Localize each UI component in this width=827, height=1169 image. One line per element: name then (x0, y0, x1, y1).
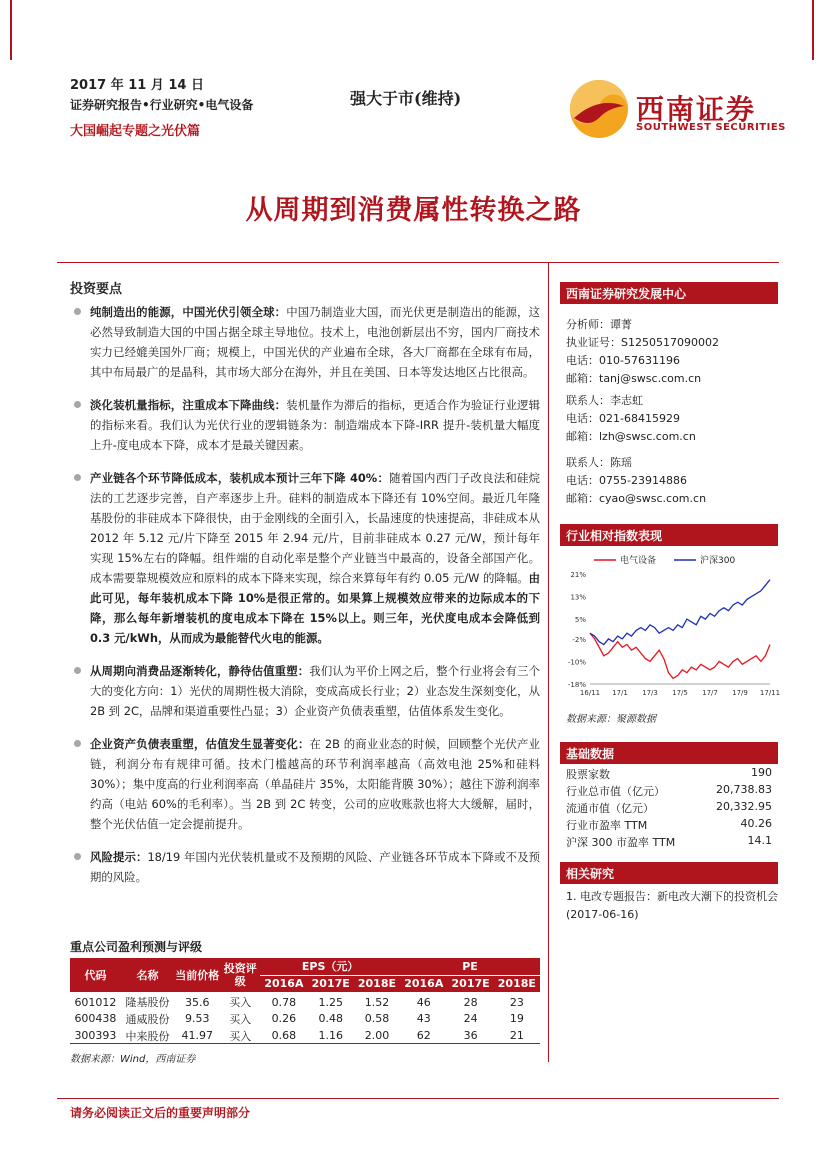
col-code: 代码 (70, 958, 121, 992)
col-year: 2016A (260, 975, 307, 992)
list-item: 纯制造出的能源，中国光伏引领全球：中国乃制造业大国，而光伏更是制造出的能源，这必然导致制造大国的中国占据全球主导地位。技术上，电池创新层出不穷，国内厂商技术实力已经媲美国外厂商；规模上，中国光伏的产业遍布全球，各大厂商都在全球有布局，其中布局最广的是晶科，其市场大部分在海外，并且在美国、日本等发达地区占比很高。 (66, 302, 540, 382)
right-accent-line (812, 0, 814, 60)
logo-english-text: SOUTHWEST SECURITIES (636, 122, 786, 133)
col-year: 2017E (308, 975, 354, 992)
left-accent-line (10, 0, 12, 60)
list-item: 淡化装机量指标，注重成本下降曲线：装机量作为滞后的指标，更适合作为验证行业逻辑的指标来看。我们认为光伏行业的逻辑链条为：制造端成本下降-IRR 提升-装机量大幅度上升-度电成本下降，成本才是最关键因素。 (66, 395, 540, 455)
contact-block-1 (566, 392, 696, 446)
x-tick-label: 17/11 (759, 689, 781, 697)
table-row: 601012 隆基股份 35.6 买入 0.78 1.25 1.52 46 28 23 (74, 995, 524, 1009)
report-series: 大国崛起专题之光伏篇 (70, 124, 201, 139)
bullet-icon (74, 308, 81, 315)
report-date: 2017 年 11 月 14 日 (70, 78, 204, 93)
basic-row: 行业总市值（亿元） 20,738.83 (566, 783, 772, 798)
investment-points (66, 302, 540, 900)
x-tick-label: 16/11 (579, 689, 601, 697)
company-forecast-table (70, 958, 540, 1044)
basic-data-title: 基础数据 (560, 742, 778, 764)
x-tick-label: 17/1 (612, 689, 628, 697)
y-tick-label: -18% (567, 681, 586, 689)
y-tick-label: -10% (567, 658, 586, 667)
col-year: 2018E (354, 975, 400, 992)
company-table-title: 重点公司盈利预测与评级 (70, 940, 203, 954)
x-tick-label: 17/7 (702, 689, 718, 697)
series-line (590, 633, 770, 678)
contact-name: 联系人：陈瑶 (566, 456, 632, 469)
list-item: 产业链各个环节降低成本，装机成本预计三年下降 40%：随着国内西门子改良法和硅烷法的工艺逐步完善，自产率逐步上升。硅料的制造成本下降还有 10%空间。最近几年隆基股份的非硅成本下降很快，由于金刚线的全面引入，长晶速度的快速提高，非硅成本从 2012 年 5.12 元/片下降至 2015 年 2.94 元/片，目前非硅成本 0.27 元/W，预计每年实现 15%左右的降幅。组件端的自动化率是整个产业链当中最高的，设备全部国产化。成本需要靠规模效应和原料的成本下降来实现，综合来算每年有约 0.05 元/W 的降幅。由此可见，每年装机成本下降 10%是很正常的。如果算上规模效应带来的边际成本的下降，那么每年新增装机的度电成本下降在 15%以上。则三年，光伏度电成本会降低到 0.3 元/kWh，从而成为最能替代火电的能源。 (66, 468, 540, 648)
bullet-icon (74, 401, 81, 408)
basic-row: 股票家数 190 (566, 766, 772, 781)
contact-email[interactable]: 邮箱：lzh@swsc.com.cn (566, 430, 696, 443)
y-tick-label: -2% (572, 635, 586, 644)
table-source: 数据来源：Wind，西南证券 (70, 1054, 196, 1065)
contact-phone: 电话：0755-23914886 (566, 474, 687, 487)
y-tick-label: 13% (570, 593, 586, 602)
bullet-icon (74, 667, 81, 674)
logo-text: 西南证券 (636, 93, 757, 126)
col-eps: EPS（元） (260, 958, 400, 975)
contact-phone: 电话：021-68415929 (566, 412, 680, 425)
y-tick-label: 5% (574, 616, 586, 625)
list-item: 从周期向消费品逐渐转化，静待估值重塑：我们认为平价上网之后，整个行业将会有三个大的变化方向：1）光伏的周期性极大消除，变成高成长行业；2）业态发生深刻变化，从 2B 到 2C，品牌和渠道重要性凸显；3）企业资产负债表重塑，估值体系发生变化。 (66, 661, 540, 721)
x-tick-label: 17/3 (642, 689, 658, 697)
bullet-icon (74, 474, 81, 481)
analyst-email[interactable]: 邮箱：tanj@swsc.com.cn (566, 372, 702, 385)
related-research-item[interactable]: 1. 电改专题报告：新电改大潮下的投资机会 (2017-06-16) (566, 890, 778, 921)
x-tick-label: 17/5 (672, 689, 688, 697)
table-bottom-rule (70, 1043, 540, 1044)
related-research-title: 相关研究 (560, 862, 778, 884)
col-name: 名称 (121, 958, 174, 992)
relative-index-chart (560, 548, 781, 698)
col-year: 2016A (400, 975, 447, 992)
bullet-icon (74, 740, 81, 747)
column-divider (548, 262, 549, 1062)
list-item: 风险提示：18/19 年国内光伏装机量或不及预期的风险、产业链各环节成本下降或不及预期的风险。 (66, 847, 540, 887)
series-line (590, 580, 770, 645)
footer-disclaimer: 请务必阅读正文后的重要声明部分 (70, 1106, 251, 1120)
table-row: 300393 中来股份 41.97 买入 0.68 1.16 2.00 62 36 21 (74, 1029, 524, 1043)
chart-source: 数据来源：聚源数据 (566, 714, 656, 725)
footer-divider (57, 1098, 779, 1099)
list-item: 企业资产负债表重塑，估值发生显著变化：在 2B 的商业业态的时候，回顾整个光伏产业链，利润分布有规律可循。技术门槛越高的环节利润率越高（高效电池 25%和硅料 30%）；集中度高的行业利润率高（单晶硅片 35%，太阳能背膜 30%）；越往下游利润率约高（电站 60%的毛利率）。当 2B 到 2C 转变，公司的应收账款也将大大缓解，届时，整个光伏估值一定会提前提升。 (66, 734, 540, 834)
top-divider (57, 262, 779, 263)
legend-label: 电气设备 (620, 556, 657, 566)
bullet-icon (74, 853, 81, 860)
research-center-title: 西南证券研究发展中心 (560, 282, 778, 304)
table-row: 600438 通威股份 9.53 买入 0.26 0.48 0.58 43 24 19 (74, 1012, 524, 1026)
col-price: 当前价格 (174, 958, 220, 992)
x-tick-label: 17/9 (732, 689, 748, 697)
chart-section-title: 行业相对指数表现 (560, 524, 778, 546)
basic-row: 沪深 300 市盈率 TTM 14.1 (566, 834, 772, 849)
legend-label: 沪深300 (700, 556, 736, 566)
company-logo-icon (568, 78, 630, 140)
analyst-license: 执业证号：S1250517090002 (566, 336, 719, 349)
investment-heading: 投资要点 (70, 282, 123, 297)
analyst-phone: 电话：010-57631196 (566, 354, 680, 367)
analyst-name: 分析师：谭菁 (566, 318, 632, 331)
basic-row: 行业市盈率 TTM 40.26 (566, 817, 772, 832)
page-title: 从周期到消费属性转换之路 (245, 195, 582, 226)
basic-row: 流通市值（亿元） 20,332.95 (566, 800, 772, 815)
col-year: 2018E (494, 975, 540, 992)
analyst-block (566, 316, 719, 388)
col-pe: PE (400, 958, 540, 975)
report-type: 证券研究报告•行业研究•电气设备 (70, 98, 254, 112)
contact-block-2 (566, 454, 706, 508)
contact-name: 联系人：李志虹 (566, 394, 643, 407)
col-rating: 投资评级 (220, 958, 260, 992)
industry-rating: 强大于市(维持) (350, 89, 462, 108)
contact-email[interactable]: 邮箱：cyao@swsc.com.cn (566, 492, 707, 505)
col-year: 2017E (447, 975, 493, 992)
y-tick-label: 21% (570, 571, 586, 579)
